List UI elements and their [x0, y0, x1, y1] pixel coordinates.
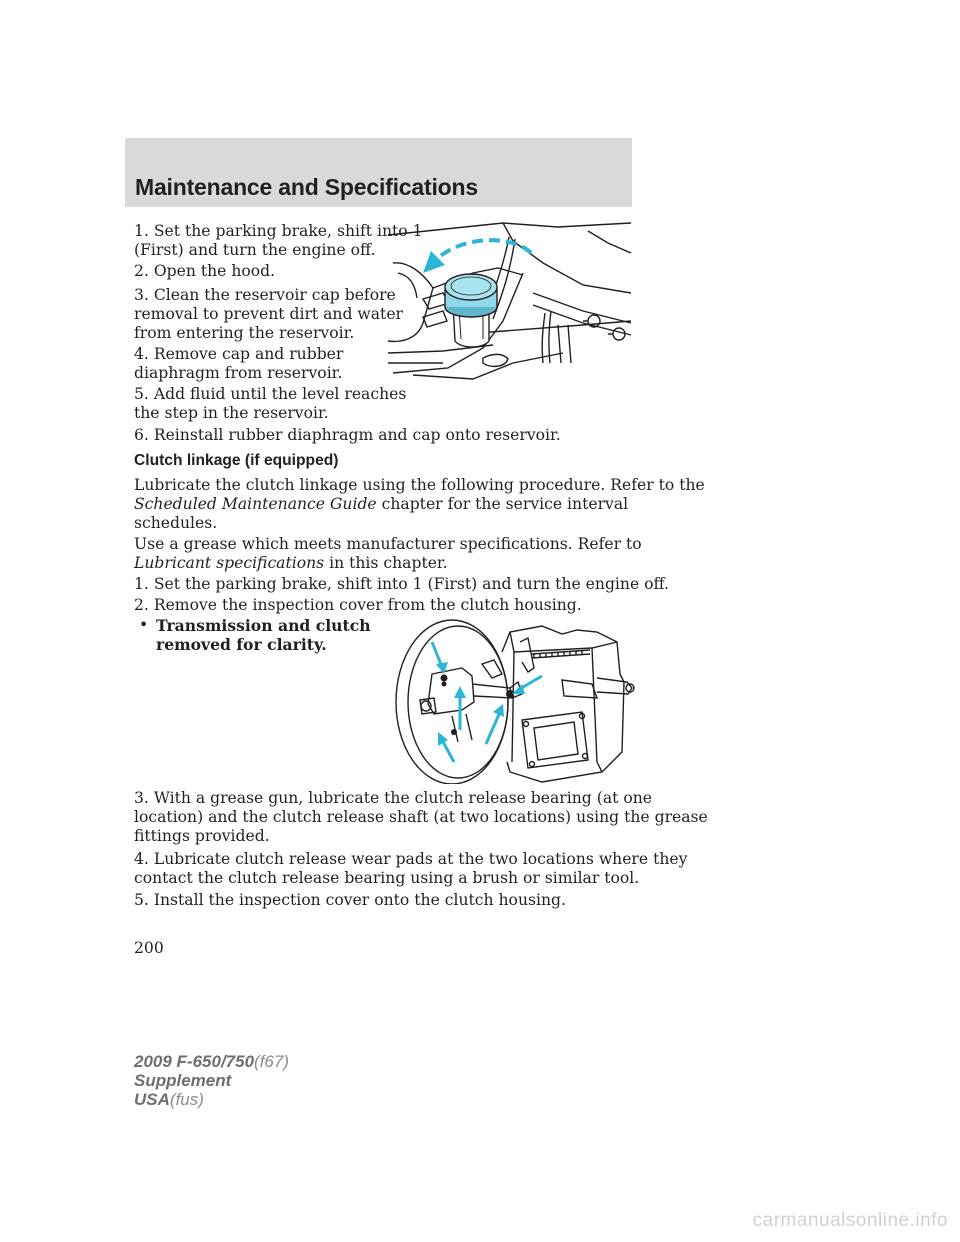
reservoir-step-1a: 1. Set the parking brake, shift into 1 — [134, 222, 423, 240]
reservoir-step-6: 6. Reinstall rubber diaphragm and cap onto reservoir. — [134, 426, 561, 444]
reservoir-step-3a: 3. Clean the reservoir cap before — [134, 286, 396, 304]
footer-market: USA — [134, 1090, 170, 1109]
grease-line-2 — [134, 554, 448, 573]
clutch-step-4b: contact the clutch release bearing using a brush or similar tool. — [134, 869, 640, 887]
reservoir-step-4a: 4. Remove cap and rubber — [134, 345, 344, 363]
clutch-intro-line-3: schedules. — [134, 514, 218, 532]
reservoir-step-3b: removal to prevent dirt and water — [134, 305, 404, 323]
grease-line-2-rest: in this chapter. — [329, 554, 448, 572]
document-footer — [134, 1052, 289, 1109]
clutch-step-2: 2. Remove the inspection cover from the clutch housing. — [134, 596, 582, 614]
bullet-marker: • — [139, 616, 149, 634]
reservoir-step-2: 2. Open the hood. — [134, 262, 276, 280]
clutch-linkage-heading: Clutch linkage (if equipped) — [134, 452, 339, 469]
grease-line-1: Use a grease which meets manufacturer specifications. Refer to — [134, 535, 642, 553]
clutch-intro-line-2-rest: chapter for the service interval — [381, 495, 629, 513]
section-header — [125, 138, 632, 207]
brake-reservoir-illustration — [383, 213, 633, 388]
footer-doc-type: Supplement — [134, 1071, 232, 1090]
clutch-step-3c: fittings provided. — [134, 827, 270, 845]
clutch-step-1: 1. Set the parking brake, shift into 1 (First) and turn the engine off. — [134, 575, 670, 593]
reservoir-step-5b: the step in the reservoir. — [134, 404, 329, 422]
page-number: 200 — [134, 939, 164, 957]
clutch-intro-line-1: Lubricate the clutch linkage using the following procedure. Refer to the — [134, 476, 705, 494]
watermark: carmanualsonline.info — [752, 1210, 948, 1231]
clutch-linkage-illustration — [392, 612, 638, 784]
reservoir-step-5a: 5. Add fluid until the level reaches — [134, 385, 407, 403]
clutch-intro-line-2 — [134, 495, 628, 514]
clutch-step-3a: 3. With a grease gun, lubricate the clutch release bearing (at one — [134, 789, 652, 807]
clutch-step-5: 5. Install the inspection cover onto the clutch housing. — [134, 891, 566, 909]
reservoir-step-4b: diaphragm from reservoir. — [134, 364, 343, 382]
reservoir-step-1b: (First) and turn the engine off. — [134, 241, 376, 259]
bullet-line-1: Transmission and clutch — [156, 616, 371, 635]
footer-model-code: (f67) — [254, 1052, 290, 1071]
clutch-step-3b: location) and the clutch release shaft (at two locations) using the grease — [134, 808, 708, 826]
reservoir-step-3c: from entering the reservoir. — [134, 324, 355, 342]
bullet-line-2: removed for clarity. — [156, 635, 327, 654]
footer-market-code: (fus) — [169, 1090, 204, 1109]
footer-model: 2009 F-650/750 — [134, 1052, 255, 1071]
lubricant-specifications-ref: Lubricant specifications — [134, 554, 325, 572]
page-title: Maintenance and Specifications — [135, 174, 478, 200]
scheduled-maintenance-guide-ref: Scheduled Maintenance Guide — [134, 495, 377, 513]
clutch-step-4a: 4. Lubricate clutch release wear pads at the two locations where they — [134, 850, 688, 868]
